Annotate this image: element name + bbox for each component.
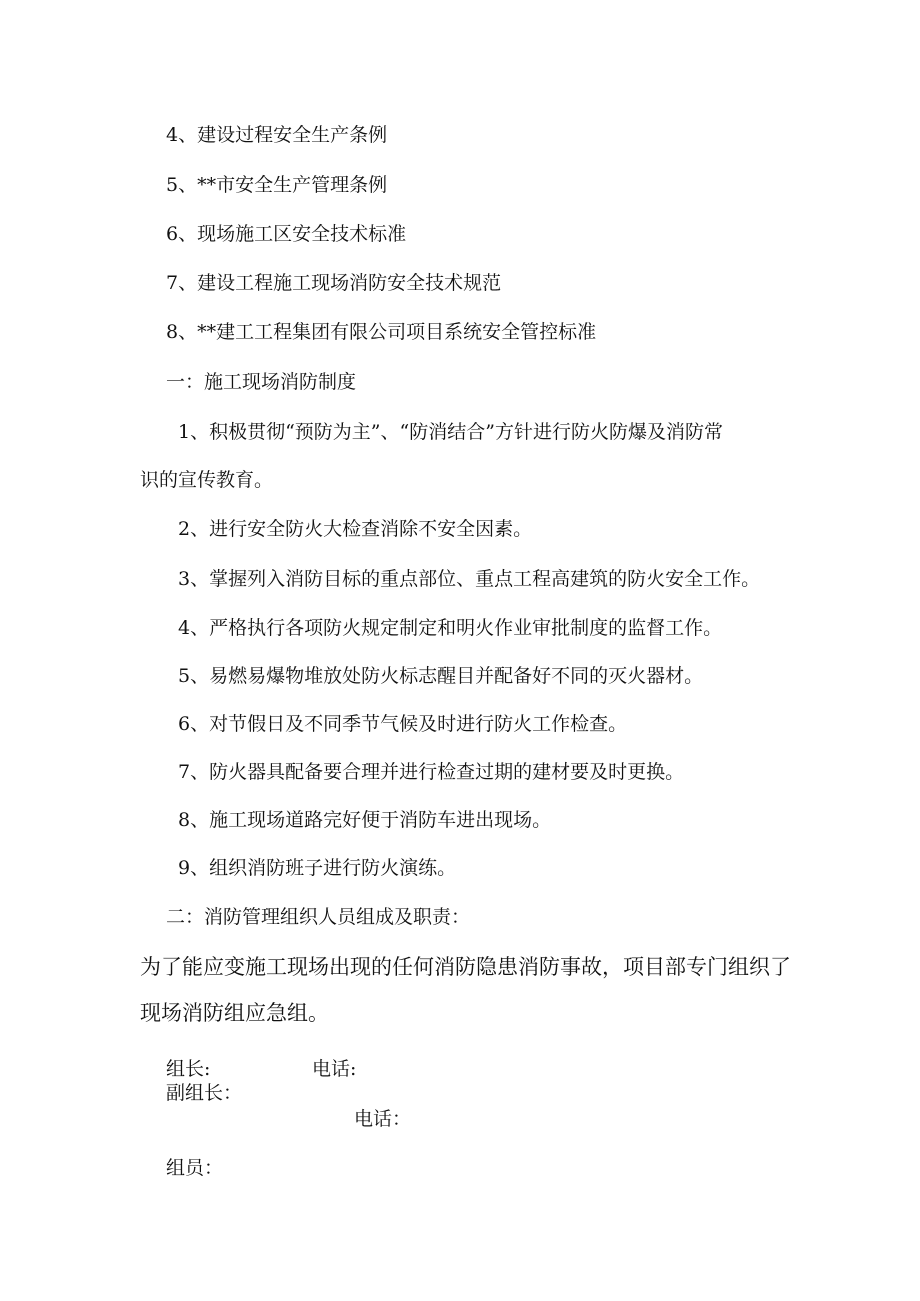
list-item: 6、对节假日及不同季节气候及时进行防火工作检查。: [178, 713, 628, 735]
intro-paragraph: 现场消防组应急组。: [140, 1001, 329, 1025]
list-item: 1、积极贯彻“预防为主”、“防消结合”方针进行防火防爆及消防常: [178, 421, 723, 443]
list-item-continuation: 识的宣传教育。: [140, 469, 274, 491]
reference-item: 5、**市安全生产管理条例: [166, 174, 388, 196]
reference-item: 6、现场施工区安全技术标准: [166, 223, 407, 245]
section-heading: 二：消防管理组织人员组成及职责：: [166, 906, 471, 928]
list-item: 9、组织消防班子进行防火演练。: [178, 857, 457, 879]
list-item: 3、掌握列入消防目标的重点部位、重点工程高建筑的防火安全工作。: [178, 568, 761, 590]
list-item: 4、严格执行各项防火规定制定和明火作业审批制度的监督工作。: [178, 617, 723, 639]
deputy-label: 副组长：: [166, 1082, 243, 1104]
deputy-phone-label: 电话：: [354, 1108, 412, 1130]
reference-item: 7、建设工程施工现场消防安全技术规范: [166, 272, 502, 294]
section-heading: 一：施工现场消防制度: [166, 371, 357, 393]
reference-item: 8、**建工工程集团有限公司项目系统安全管控标准: [166, 321, 597, 343]
members-label: 组员：: [166, 1157, 224, 1179]
leader-label: 组长:: [166, 1058, 211, 1080]
list-item: 7、防火器具配备要合理并进行检查过期的建材要及时更换。: [178, 761, 685, 783]
list-item: 5、易燃易爆物堆放处防火标志醒目并配备好不同的灭火器材。: [178, 665, 704, 687]
intro-paragraph: 为了能应变施工现场出现的任何消防隐患消防事故，项目部专门组织了: [140, 955, 791, 979]
list-item: 2、进行安全防火大检查消除不安全因素。: [178, 518, 533, 540]
leader-phone-label: 电话:: [312, 1058, 357, 1080]
list-item: 8、施工现场道路完好便于消防车进出现场。: [178, 809, 552, 831]
reference-item: 4、建设过程安全生产条例: [166, 124, 388, 146]
